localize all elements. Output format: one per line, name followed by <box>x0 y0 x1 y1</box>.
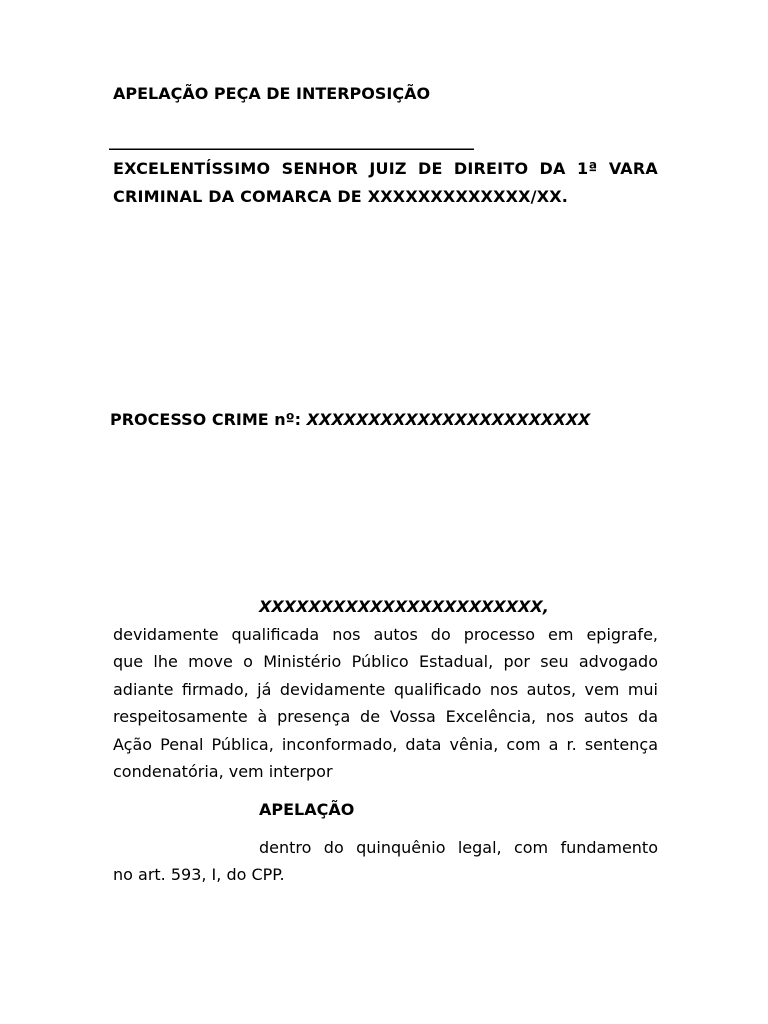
processo-label: PROCESSO CRIME nº: <box>110 410 307 429</box>
body-line: Ação Penal Pública, inconformado, data vênia, com a r. sentença <box>113 735 658 754</box>
body-line: condenatória, vem interpor <box>113 762 333 781</box>
party-name: XXXXXXXXXXXXXXXXXXXXXXX, <box>259 597 549 616</box>
apelacao-heading: APELAÇÃO <box>259 800 355 819</box>
processo-line <box>110 410 590 429</box>
body-line: devidamente qualificada nos autos do processo em epigrafe, <box>113 625 658 644</box>
address-line-1: EXCELENTÍSSIMO SENHOR JUIZ DE DIREITO DA 1ª VARA <box>113 159 658 178</box>
address-line-2: CRIMINAL DA COMARCA DE XXXXXXXXXXXXX/XX. <box>113 187 569 206</box>
separator-line: ____________________________________________________ <box>109 131 473 150</box>
body-line: que lhe move o Ministério Público Estadual, por seu advogado <box>113 652 658 671</box>
closing-line-2: no art. 593, I, do CPP. <box>113 865 285 884</box>
body-line: respeitosamente à presença de Vossa Excelência, nos autos da <box>113 707 658 726</box>
body-line: adiante firmado, já devidamente qualificado nos autos, vem mui <box>113 680 658 699</box>
processo-number: XXXXXXXXXXXXXXXXXXXXXXX <box>306 410 591 429</box>
closing-line-1: dentro do quinquênio legal, com fundamento <box>259 838 658 857</box>
document-title: APELAÇÃO PEÇA DE INTERPOSIÇÃO <box>113 84 431 103</box>
